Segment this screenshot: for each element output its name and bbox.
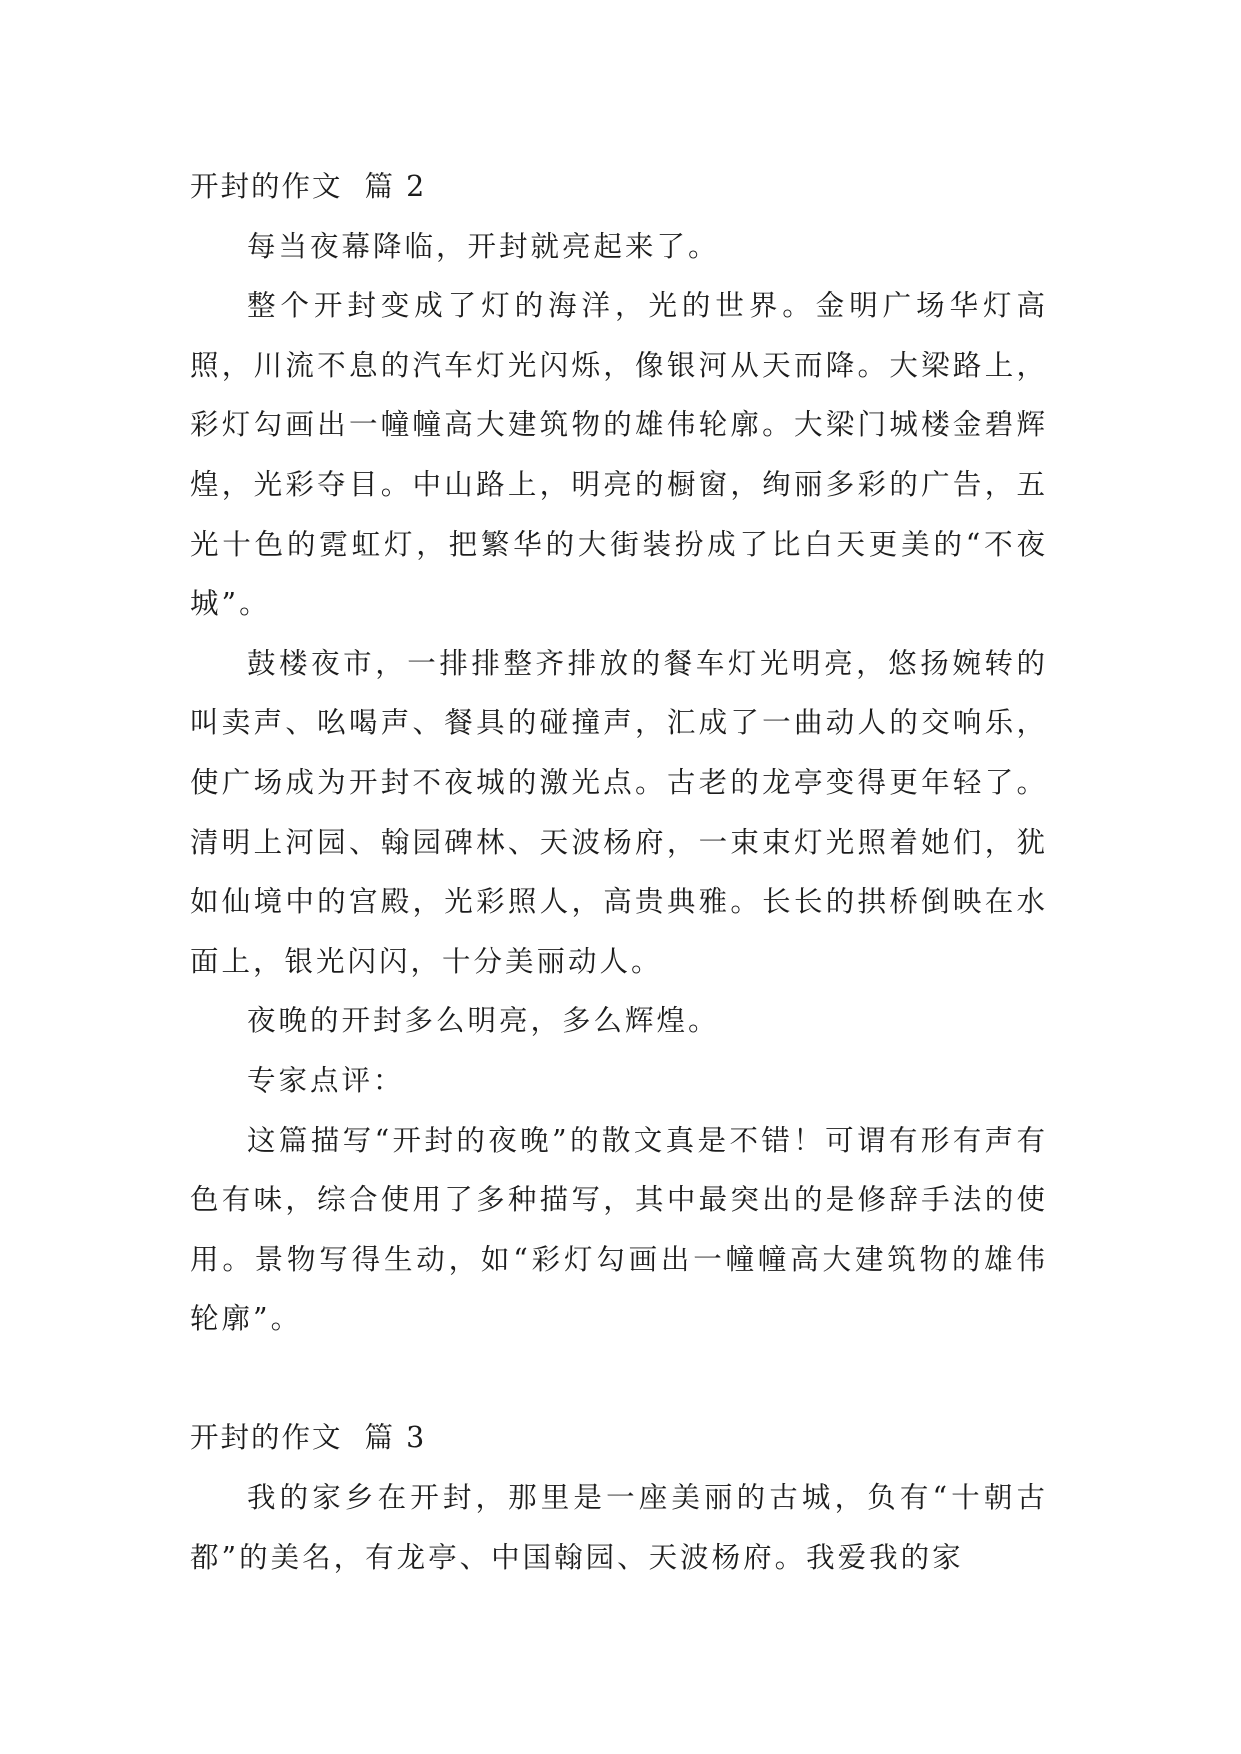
section-title bbox=[190, 157, 1048, 217]
paragraph: 夜晚的开封多么明亮，多么辉煌。 bbox=[247, 1004, 720, 1038]
section-title-text: 开封的作文 bbox=[190, 170, 343, 203]
paragraph: 每当夜幕降临，开封就亮起来了。 bbox=[247, 229, 720, 263]
paragraph: 整个开封变成了灯的海洋，光的世界。金明广场华灯高照，川流不息的汽车灯光闪烁，像银河从天而降。大梁路上，彩灯勾画出一幢幢高大建筑物的雄伟轮廓。大梁门城楼金碧辉煌，光彩夺目。中山路上，明亮的橱窗，绚丽多彩的广告，五光十色的霓虹灯，把繁华的大街装扮成了比白天更美的“不夜城”。 bbox=[190, 289, 1048, 621]
section-title bbox=[190, 1408, 1048, 1468]
section-part-label: 篇 2 bbox=[364, 170, 427, 203]
document-body bbox=[190, 157, 1048, 1587]
paragraph: 这篇描写“开封的夜晚”的散文真是不错！可谓有形有声有色有味，综合使用了多种描写，其中最突出的是修辞手法的使用。景物写得生动，如“彩灯勾画出一幢幢高大建筑物的雄伟轮廓”。 bbox=[190, 1123, 1048, 1336]
paragraph: 鼓楼夜市，一排排整齐排放的餐车灯光明亮，悠扬婉转的叫卖声、吆喝声、餐具的碰撞声，汇成了一曲动人的交响乐，使广场成为开封不夜城的激光点。古老的龙亭变得更年轻了。清明上河园、翰园碑林、天波杨府，一束束灯光照着她们，犹如仙境中的宫殿，光彩照人，高贵典雅。长长的拱桥倒映在水面上，银光闪闪，十分美丽动人。 bbox=[190, 646, 1048, 978]
section-title-text: 开封的作文 bbox=[190, 1421, 343, 1455]
section-part-label: 篇 3 bbox=[364, 1421, 427, 1455]
paragraph: 专家点评： bbox=[247, 1063, 405, 1097]
section-spacer bbox=[190, 1349, 1048, 1409]
paragraph: 我的家乡在开封，那里是一座美丽的古城，负有“十朝古都”的美名，有龙亭、中国翰园、天波杨府。我爱我的家 bbox=[190, 1481, 1048, 1574]
